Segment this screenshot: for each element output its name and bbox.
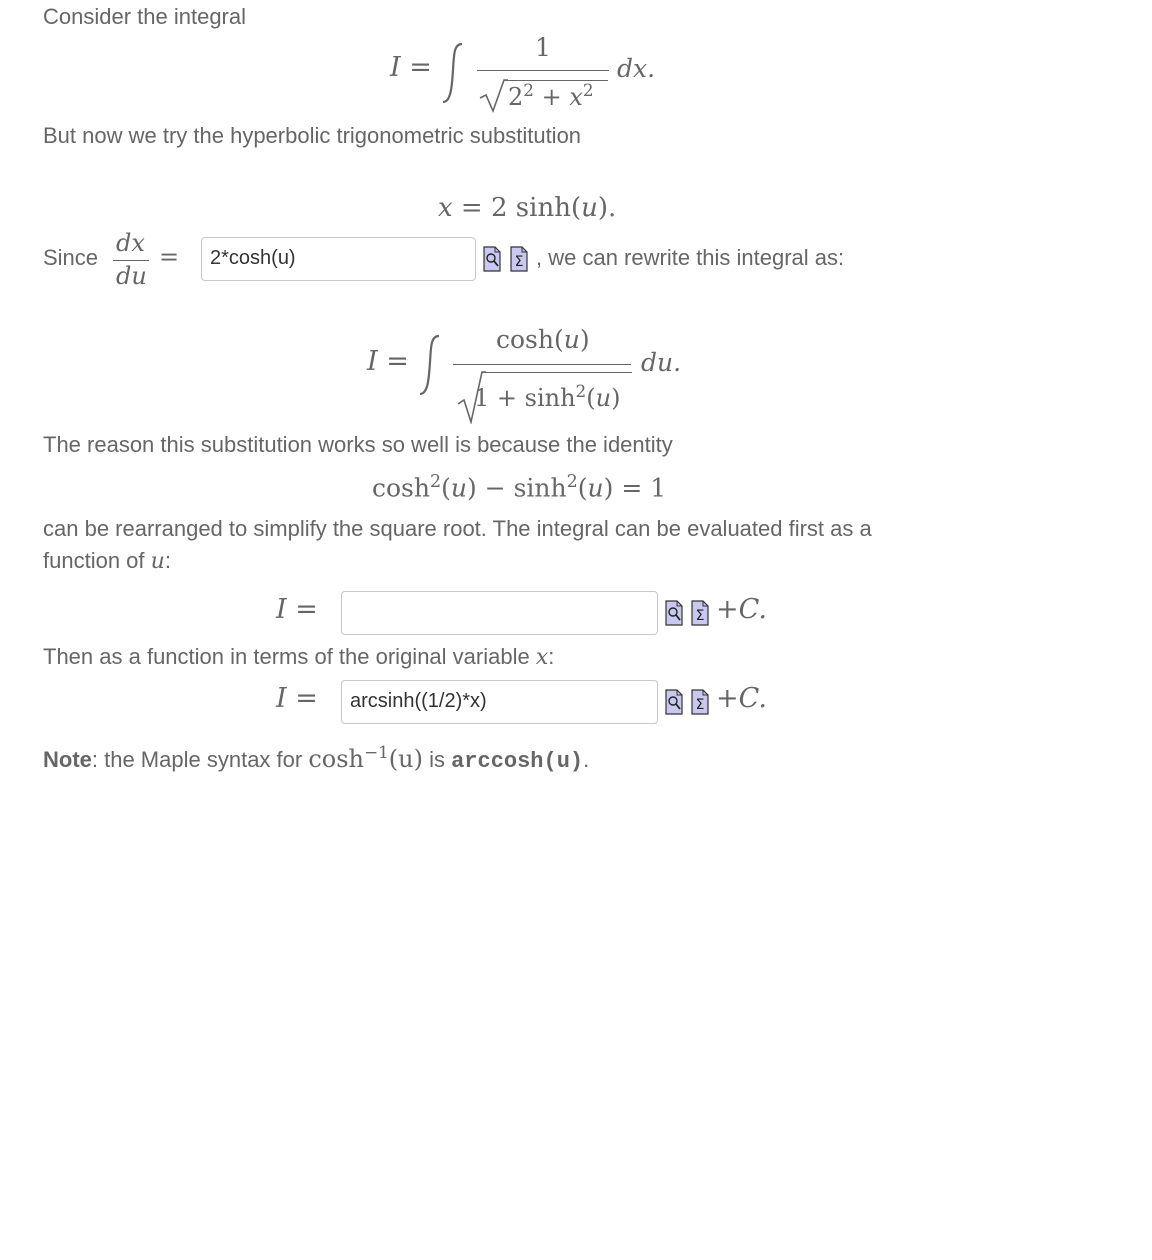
derivative-numerator: dx [116,229,145,257]
integral1-numerator: 1 [535,33,551,62]
integral2-denominator: $1 + \sinh^2(u)$ [474,381,621,413]
answer-u-constant: +C. [716,594,767,625]
intro-text: Consider the integral [43,4,247,29]
substitution-equation: x = 2 sinh(u). [438,193,617,223]
svg-text:Σ: Σ [514,254,524,270]
preview-icon[interactable] [483,246,501,272]
note-text: Note: the Maple syntax for $\cosh^{-1}(u)$ is arccosh(u). [43,742,590,775]
then-text: Then as a function in terms of the original variable x: [43,644,555,670]
equation-editor-icon[interactable] [510,246,528,272]
svg-text:Σ: Σ [695,697,705,713]
sqrt-bar [482,372,632,373]
sqrt-sign [478,78,508,114]
integral1-lhs: I = [390,52,432,83]
fraction-bar [477,70,609,71]
answer-x-input[interactable]: arcsinh((1/2)*x) [341,680,658,724]
answer-x-lhs: I = [276,683,318,714]
since-label: Since [43,245,99,270]
answer-u-input[interactable] [341,591,658,635]
integral-sign [438,40,472,106]
integral2-numerator: cosh(u) [496,325,590,354]
derivative-equals: = [159,243,180,271]
reason-text: The reason this substitution works so well is because the identity [43,432,673,457]
answer-x-constant: +C. [716,683,767,714]
integral2-differential: du. [641,348,682,377]
identity-equation: $\cosh^2(u) - \sinh^2(u) = 1$ [372,472,667,503]
rearrange-line1: can be rearranged to simplify the square root. The integral can be evaluated first as a [43,516,872,541]
rewrite-text: , we can rewrite this integral as: [536,245,845,270]
svg-text:Σ: Σ [695,608,705,624]
derivative-denominator: du [116,262,147,290]
answer-u-lhs: I = [276,594,318,625]
preview-icon[interactable] [665,689,683,715]
derivative-fraction-bar [113,260,149,261]
integral-sign [415,332,449,398]
preview-icon[interactable] [665,600,683,626]
rearrange-line2: function of u: [43,548,171,574]
derivative-input[interactable]: 2*cosh(u) [201,237,476,281]
equation-editor-icon[interactable] [691,689,709,715]
integral1-denominator: $2^2 + x^2$ [508,80,594,112]
integral1-differential: dx. [617,54,656,83]
substitution-intro: But now we try the hyperbolic trigonometric substitution [43,123,582,148]
equation-editor-icon[interactable] [691,600,709,626]
fraction-bar [453,364,631,365]
integral2-lhs: I = [367,346,409,377]
